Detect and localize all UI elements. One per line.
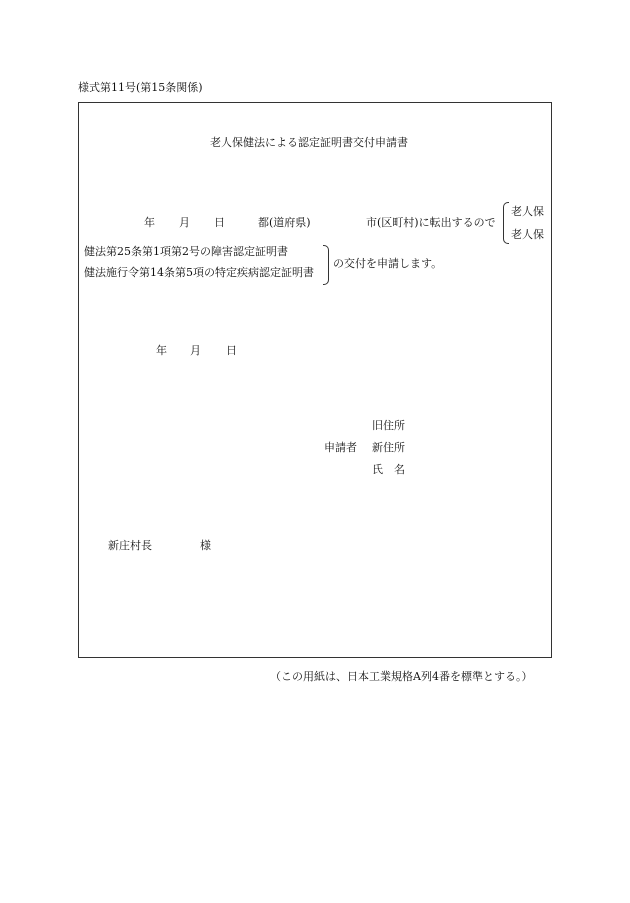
transfer-month-label: 月 [179,216,190,229]
transfer-year-label: 年 [144,216,155,229]
city-label: 市(区町村)に転出するので [366,216,496,229]
name-label: 氏 名 [372,463,405,476]
application-statement: の交付を申請します。 [333,257,443,270]
prefecture-label: 都(道府県) [258,216,311,229]
form-frame [78,102,552,658]
right-brace [323,245,329,285]
old-address-label: 旧住所 [372,419,405,432]
paper-size-note: （この用紙は、日本工業規格A列4番を標準とする。） [270,670,533,683]
option-b-text: 健法施行令第14条第5項の特定疾病認定証明書 [84,266,314,279]
application-day-label: 日 [226,344,237,357]
option-a-prefix: 老人保 [511,205,544,218]
left-brace [503,202,509,244]
transfer-day-label: 日 [214,216,225,229]
option-b-prefix: 老人保 [511,228,544,241]
form-number: 様式第11号(第15条関係) [78,81,203,94]
application-month-label: 月 [190,344,201,357]
application-year-label: 年 [156,344,167,357]
new-address-label: 新住所 [372,441,405,454]
option-a-text: 健法第25条第1項第2号の障害認定証明書 [84,245,288,258]
addressee-name: 新庄村長 [108,539,152,552]
addressee-honorific: 様 [200,539,211,552]
applicant-label: 申請者 [324,441,357,454]
form-title: 老人保健法による認定証明書交付申請書 [210,136,408,149]
